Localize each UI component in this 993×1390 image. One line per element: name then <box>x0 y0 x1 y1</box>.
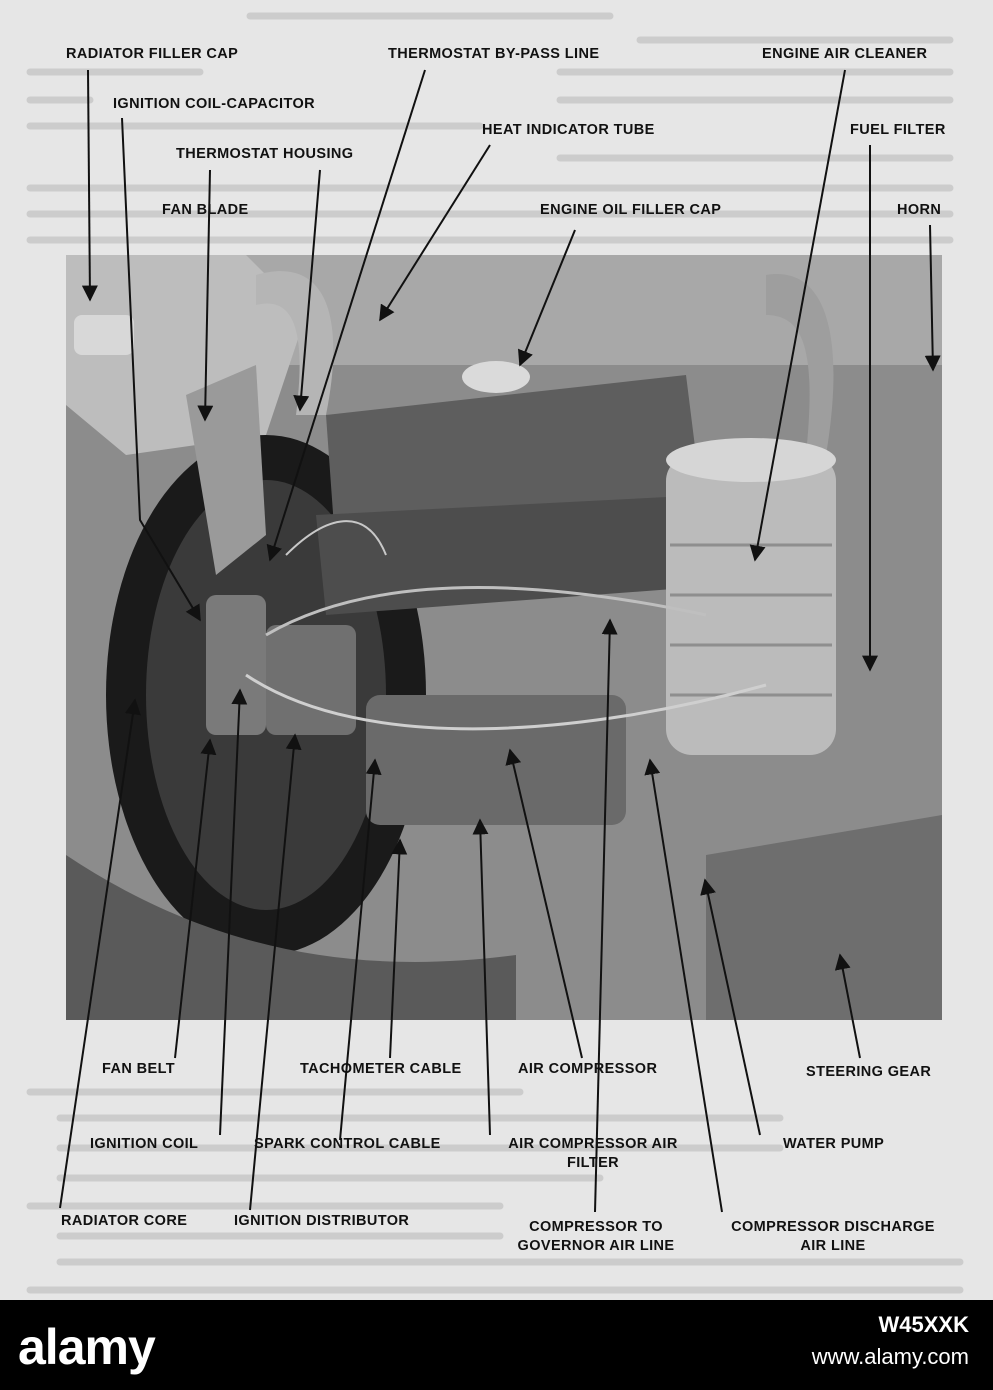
ignition-coil-shape <box>206 595 266 735</box>
oil-filler-cap-shape <box>462 361 530 393</box>
label-fuel-filter: FUEL FILTER <box>850 122 946 138</box>
distributor-shape <box>266 625 356 735</box>
label-horn: HORN <box>897 202 942 218</box>
label-ignition-coil-capacitor: IGNITION COIL-CAPACITOR <box>113 96 315 112</box>
label-radiator-filler-cap: RADIATOR FILLER CAP <box>66 46 239 62</box>
label-heat-indicator-tube: HEAT INDICATOR TUBE <box>482 122 655 138</box>
alamy-logo: alamy <box>18 1319 155 1375</box>
label-spark-control-cable: SPARK CONTROL CABLE <box>254 1136 441 1152</box>
label-radiator-core: RADIATOR CORE <box>61 1213 188 1229</box>
footer-url-text: www.alamy.com <box>811 1344 969 1369</box>
label-engine-air-cleaner: ENGINE AIR CLEANER <box>762 46 928 62</box>
label-water-pump: WATER PUMP <box>783 1136 885 1152</box>
label-air-compressor-air-filter-line2: FILTER <box>566 1155 620 1171</box>
label-compressor-discharge-air-line <box>718 1218 948 1256</box>
engine-photo <box>66 255 942 1020</box>
air-cleaner-shape <box>666 455 836 755</box>
label-thermostat-bypass-line: THERMOSTAT BY-PASS LINE <box>388 46 600 62</box>
watermark-footer <box>0 1300 993 1390</box>
label-compressor-discharge-line1: COMPRESSOR DISCHARGE <box>731 1219 935 1235</box>
label-engine-oil-filler-cap: ENGINE OIL FILLER CAP <box>540 202 722 218</box>
label-fan-belt: FAN BELT <box>102 1061 176 1077</box>
label-air-compressor-air-filter-line1: AIR COMPRESSOR AIR <box>508 1136 678 1152</box>
label-air-compressor: AIR COMPRESSOR <box>518 1061 658 1077</box>
label-thermostat-housing: THERMOSTAT HOUSING <box>176 146 354 162</box>
compressor-shape <box>366 695 626 825</box>
image-id-text: W45XXK <box>878 1312 969 1337</box>
label-ignition-coil: IGNITION COIL <box>90 1136 199 1152</box>
radiator-filler-cap-shape <box>74 315 134 355</box>
label-compressor-to-governor-air-line <box>496 1218 696 1256</box>
label-compressor-to-governor-line2: GOVERNOR AIR LINE <box>517 1238 675 1254</box>
label-steering-gear: STEERING GEAR <box>806 1064 932 1080</box>
label-compressor-to-governor-line1: COMPRESSOR TO <box>529 1219 663 1235</box>
label-ignition-distributor: IGNITION DISTRIBUTOR <box>234 1213 410 1229</box>
label-tachometer-cable: TACHOMETER CABLE <box>300 1061 462 1077</box>
label-fan-blade: FAN BLADE <box>162 202 249 218</box>
label-compressor-discharge-line2: AIR LINE <box>800 1238 866 1254</box>
label-air-compressor-air-filter <box>488 1135 698 1173</box>
